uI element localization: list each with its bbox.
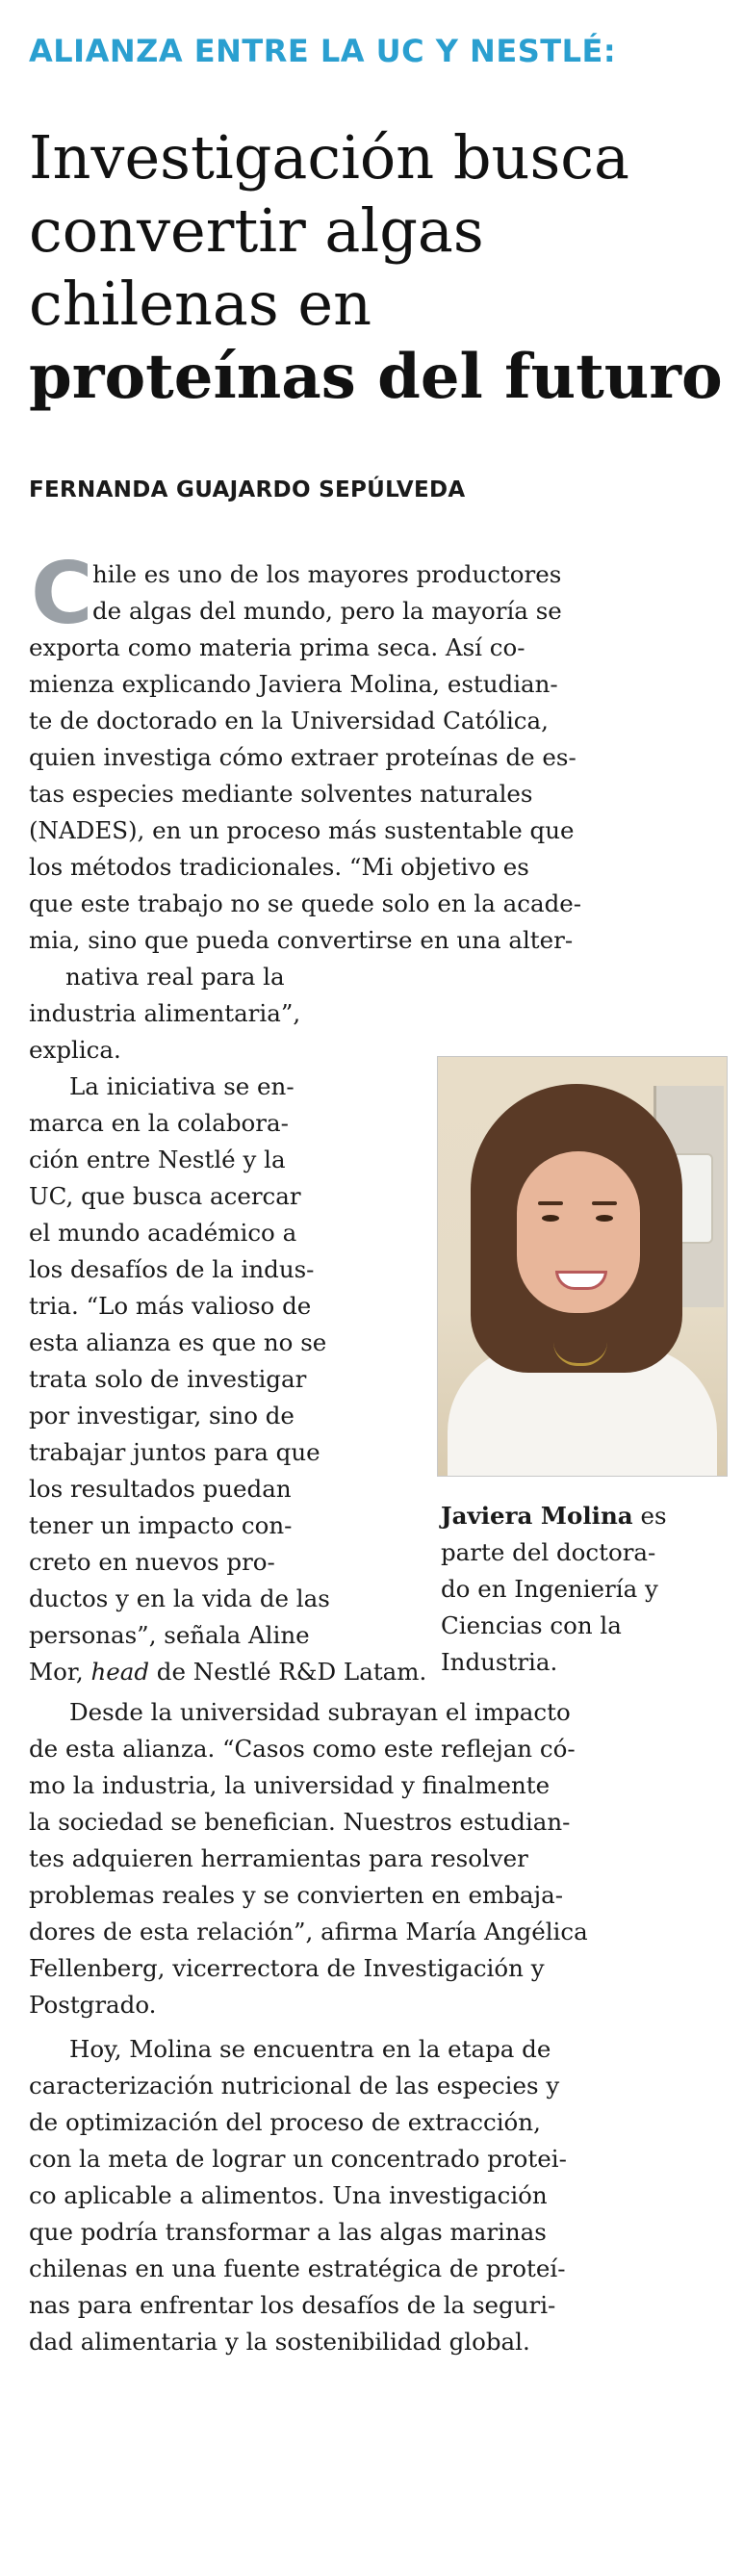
text-line: el mundo académico a [29,1219,297,1247]
photo-caption [441,1498,726,1681]
text-line: tria. “Lo más valioso de [29,1292,312,1320]
text-line: Postgrado. [29,1991,157,2019]
text-line: trabajar juntos para que [29,1438,320,1466]
text-line: de optimización del proceso de extracción, [29,2108,541,2136]
text-line: la sociedad se benefician. Nuestros estudian- [29,1808,571,1836]
text-line: explica. [29,1036,121,1064]
caption-name: Javiera Molina [441,1502,633,1530]
paragraph-2 [29,1069,423,1654]
text-line: marca en la colabora- [29,1109,289,1137]
text-line: UC, que busca acercar [29,1182,301,1210]
headline [29,121,731,414]
text-line: esta alianza es que no se [29,1328,327,1356]
text-line: de algas del mundo, pero la mayoría se [92,597,562,625]
paragraph-1-first-line [92,556,722,593]
text-line: tener un impacto con- [29,1511,293,1539]
photo-eye [542,1215,559,1222]
text-line: Desde la universidad subrayan el impacto [69,1698,571,1726]
text-line: dores de esta relación”, afirma María Angélica [29,1918,588,1945]
text-line: co aplicable a alimentos. Una investigación [29,2181,548,2209]
text-line: creto en nuevos pro- [29,1548,275,1576]
paragraph-3 [29,1694,722,2023]
photo-eye [596,1215,613,1222]
text-line: personas”, señala Aline [29,1621,310,1649]
italic-word: head [90,1658,150,1686]
text-line: que este trabajo no se quede solo en la acade- [29,889,582,917]
text-line: trata solo de investigar [29,1365,307,1393]
text-line: los desafíos de la indus- [29,1255,315,1283]
drop-cap: C [31,544,93,643]
text-line: caracterización nutricional de las especies y [29,2072,560,2099]
text-line: con la meta de lograr un concentrado protei- [29,2145,567,2173]
text-line: problemas reales y se convierten en embaja- [29,1881,563,1909]
text-line: hile es uno de los mayores productores [92,560,562,588]
caption-line: do en Ingeniería y [441,1575,658,1603]
text-line: nas para enfrentar los desafíos de la seguri- [29,2291,556,2319]
text-line: dad alimentaria y la sostenibilidad global. [29,2328,530,2356]
text-line: que podría transformar a las algas marinas [29,2218,547,2246]
paragraph-1-continued [29,959,423,1069]
paragraph-4 [29,2031,722,2360]
caption-line: Industria. [441,1648,558,1676]
text-line: La iniciativa se en- [69,1072,295,1100]
text-line: industria alimentaria”, [29,999,301,1027]
text-line: tas especies mediante solventes naturales [29,780,533,808]
caption-text: es [632,1502,667,1530]
text-line: exporta como materia prima seca. Así co- [29,633,525,661]
text-line: tes adquieren herramientas para resolver [29,1844,528,1872]
byline: FERNANDA GUAJARDO SEPÚLVEDA [29,477,466,502]
text-line: chilenas en una fuente estratégica de proteí- [29,2254,566,2282]
text-line: Fellenberg, vicerrectora de Investigación y [29,1954,545,1982]
text-line: Hoy, Molina se encuentra en la etapa de [69,2035,551,2063]
caption-line [441,1498,726,1534]
portrait-photo [437,1056,728,1477]
text-fragment: Mor, [29,1658,91,1686]
headline-line-1: Investigación busca [29,122,629,193]
text-line: los resultados puedan [29,1475,292,1503]
headline-line-3: chilenas en [29,269,372,339]
text-line: mia, sino que pueda convertirse en una alter- [29,926,574,954]
section-kicker: ALIANZA ENTRE LA UC Y NESTLÉ: [29,33,617,69]
text-line: de esta alianza. “Casos como este reflejan có- [29,1735,576,1763]
photo-brow [538,1201,563,1205]
headline-bold-line: proteínas del futuro [29,341,723,413]
caption-line: Ciencias con la [441,1611,622,1639]
paragraph-1 [29,593,722,959]
text-line: mienza explicando Javiera Molina, estudian- [29,670,558,698]
headline-line-2: convertir algas [29,195,484,266]
text-line: mo la industria, la universidad y finalmente [29,1771,551,1799]
caption-line: parte del doctora- [441,1538,656,1566]
text-line: ción entre Nestlé y la [29,1146,286,1173]
text-line: por investigar, sino de [29,1402,295,1430]
text-fragment: de Nestlé R&D Latam. [149,1658,427,1686]
text-line: nativa real para la [65,963,285,991]
text-line: te de doctorado en la Universidad Católica, [29,707,549,734]
text-line: los métodos tradicionales. “Mi objetivo es [29,853,529,881]
text-line: (NADES), en un proceso más sustentable que [29,816,575,844]
photo-brow [592,1201,617,1205]
text-line: ductos y en la vida de las [29,1584,330,1612]
text-line: quien investiga cómo extraer proteínas de es- [29,743,576,771]
